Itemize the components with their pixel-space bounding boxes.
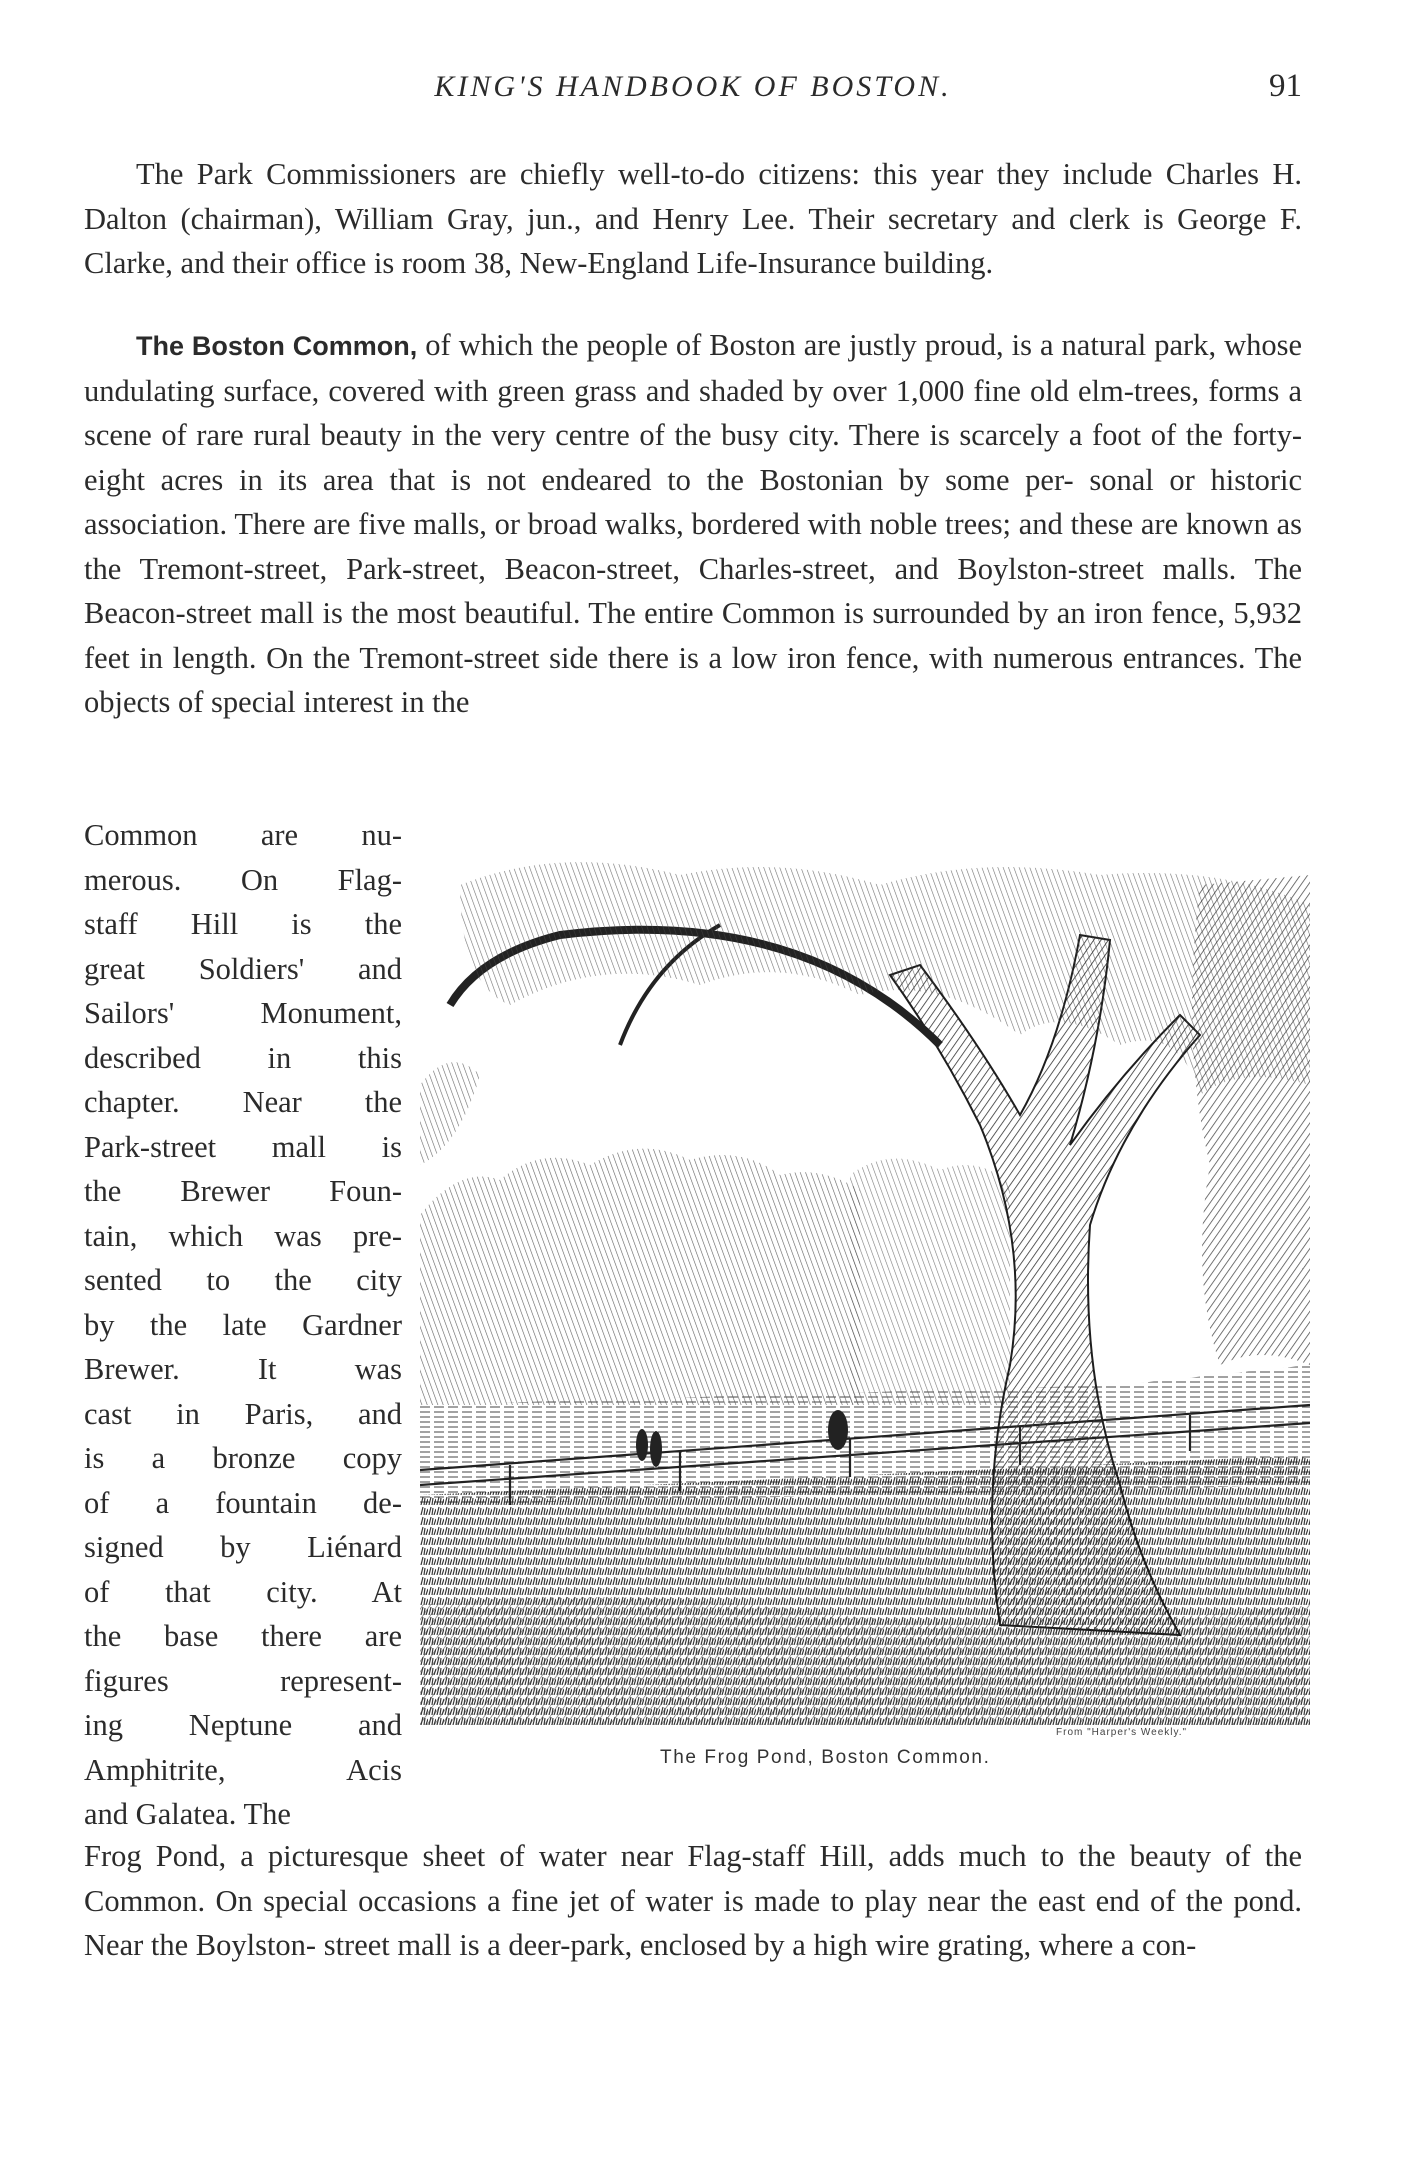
- text-line: fence, 5,932 feet in length. On the Tremont-street side there is a low iron: [84, 596, 1302, 675]
- wrapped-line: signed by Liénard: [84, 1530, 402, 1564]
- wrapped-line: is a bronze copy: [84, 1441, 402, 1475]
- text-line: shaded by over 1,000 fine old elm-trees, forms a scene of rare rural beauty: [84, 373, 1303, 452]
- text-line: of which the people of Boston are justly proud,: [417, 328, 1004, 362]
- wrapped-line: Common are nu-: [84, 818, 402, 852]
- page-number: 91: [1269, 68, 1302, 104]
- text-line: is a natural park, whose undulating surface, covered with green grass and: [84, 328, 1303, 408]
- paragraph-park-commissioners: [84, 152, 1302, 286]
- engraving-image: [420, 845, 1310, 1725]
- wrapped-line: Amphitrite, Acis: [84, 1752, 402, 1787]
- text-line: Beacon-street, Charles-street, and Boylston-street malls. The Beacon-street: [84, 551, 1302, 630]
- running-title: KING'S HANDBOOK OF BOSTON.: [434, 70, 952, 103]
- wrapped-line: of that city. At: [84, 1574, 402, 1609]
- wrapped-line: described in this: [84, 1040, 402, 1075]
- running-head: [84, 66, 1302, 116]
- text-line: Their secretary and clerk is George F. Clarke, and their office is room 38,: [84, 201, 1303, 280]
- wrapped-line: the Brewer Foun-: [84, 1174, 402, 1208]
- text-line: mall is the most beautiful. The entire Common is surrounded by an iron: [260, 596, 1144, 630]
- figure-caption: The Frog Pond, Boston Common.: [660, 1747, 991, 1768]
- paragraph-continuation: [84, 1834, 1302, 1968]
- text-line: Frog Pond, a picturesque sheet of water near Flag-staff Hill, adds much: [84, 1839, 1027, 1873]
- wrapped-line: cast in Paris, and: [84, 1396, 402, 1431]
- text-line: street mall is a deer-park, enclosed by a high wire grating, where a con-: [323, 1928, 1197, 1962]
- wrapped-line: the base there are: [84, 1619, 402, 1653]
- wrapped-line: figures represent-: [84, 1663, 402, 1698]
- text-line: sonal or historic association. There are five malls, or broad walks, bordered: [84, 462, 1302, 541]
- text-line: in the very centre of the busy city. There is scarcely a foot of the forty-: [411, 418, 1302, 452]
- text-wrap-column: [84, 813, 402, 1837]
- wrapped-line: staff Hill is the: [84, 907, 402, 941]
- image-credit: From "Harper's Weekly.": [1056, 1727, 1188, 1738]
- wrapped-line: sented to the city: [84, 1263, 402, 1297]
- wrapped-line: merous. On Flag-: [84, 862, 402, 897]
- text-line: include Charles H. Dalton (chairman), William Gray, jun., and Henry Lee.: [84, 157, 1303, 236]
- text-line: is made to play near the east end of the pond. Near the Boylston-: [84, 1883, 1303, 1962]
- wrapped-line: by the late Gardner: [84, 1307, 402, 1342]
- text-line: The Park Commissioners are chiefly well-to-do citizens: this year they: [136, 157, 1050, 191]
- wrapped-line: Sailors' Monument,: [84, 996, 402, 1030]
- text-line: eight acres in its area that is not endeared to the Bostonian by some per-: [84, 462, 1074, 497]
- text-line: to the beauty of the Common. On special occasions a fine jet of water: [84, 1839, 1303, 1918]
- wrapped-line: and Galatea. The: [84, 1797, 291, 1831]
- wrapped-line: great Soldiers' and: [84, 951, 402, 986]
- wrapped-line: Park-street mall is: [84, 1129, 402, 1164]
- wrapped-line: ing Neptune and: [84, 1708, 402, 1742]
- wrapped-line: chapter. Near the: [84, 1085, 402, 1119]
- text-line: fence, with numerous entrances. The objects of special interest in the: [84, 640, 1303, 719]
- wrapped-line: of a fountain de-: [84, 1485, 402, 1520]
- frog-pond-illustration: [420, 845, 1310, 1780]
- text-line: with noble trees; and these are known as the Tremont-street, Park-street,: [84, 507, 1302, 586]
- text-line: New-England Life-Insurance building.: [519, 246, 994, 280]
- paragraph-boston-common: [84, 323, 1302, 725]
- run-in-heading: The Boston Common,: [136, 331, 418, 361]
- wrapped-line: tain, which was pre-: [84, 1218, 402, 1253]
- wrapped-line: Brewer. It was: [84, 1352, 402, 1386]
